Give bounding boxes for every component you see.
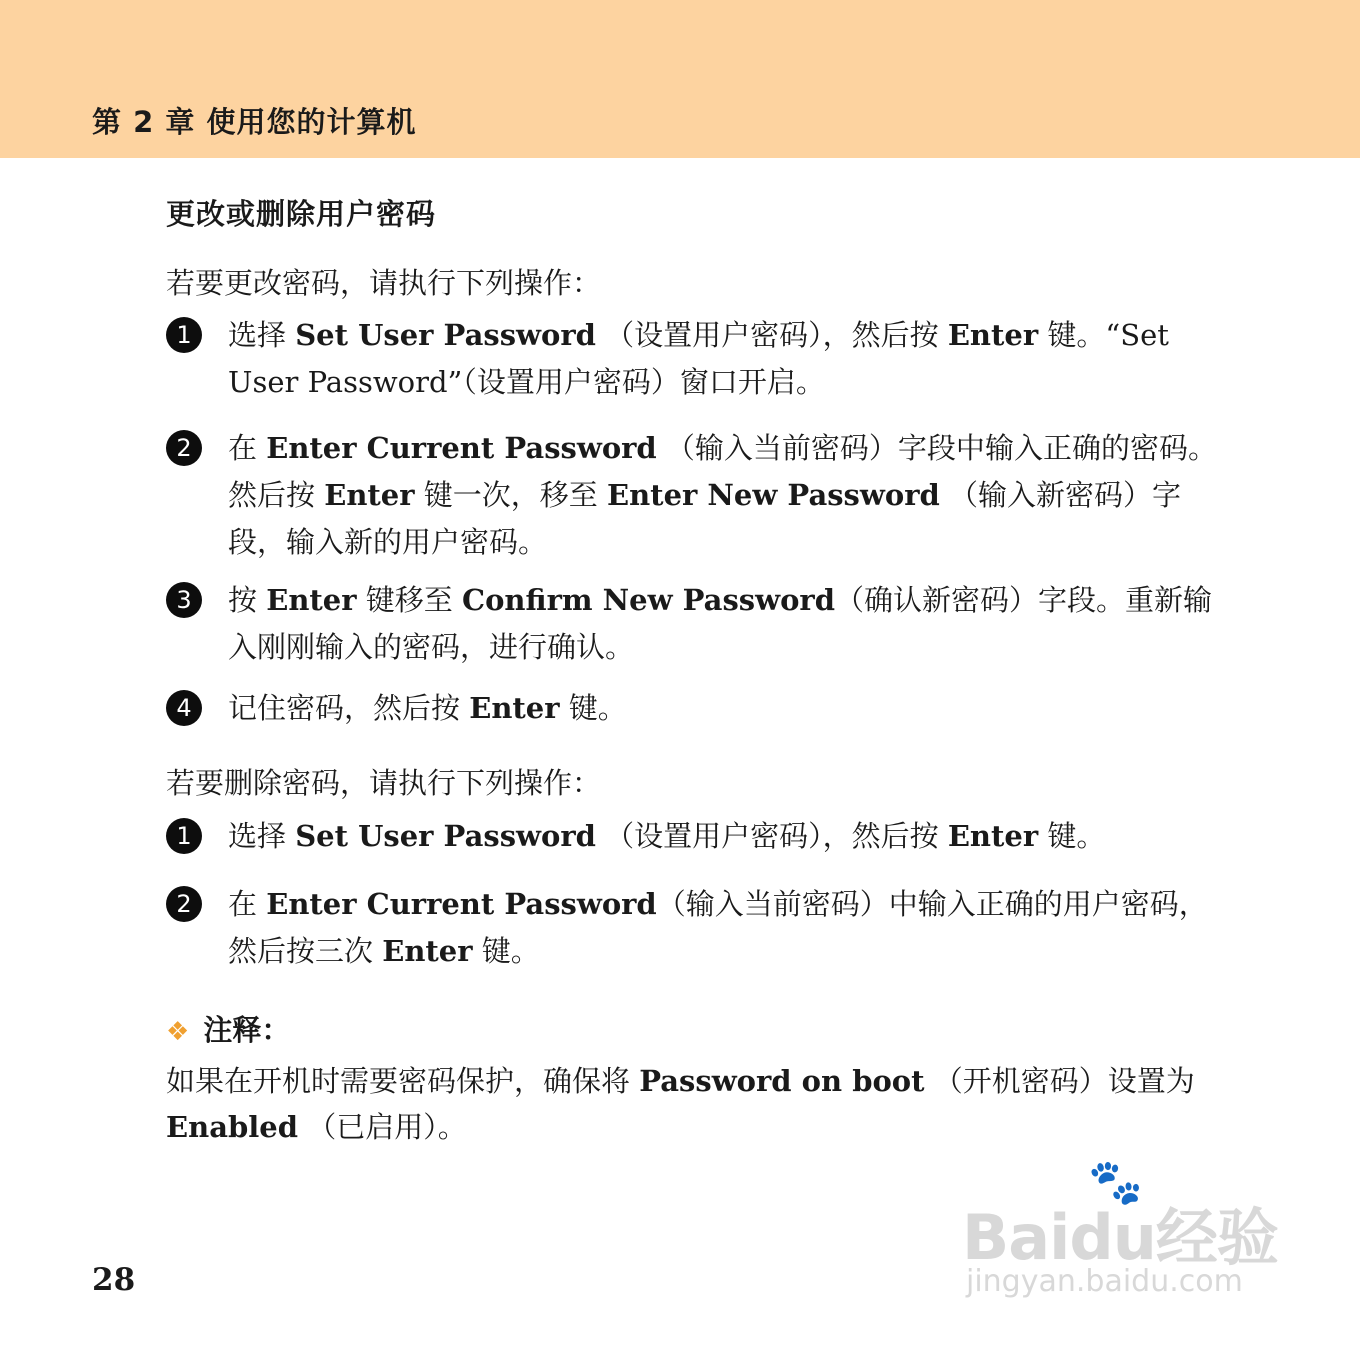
page-number: 28 (92, 1262, 136, 1298)
step-text: 选择 Set User Password （设置用户密码），然后按 Enter 键。 (228, 819, 1106, 853)
step-number-badge: 2 (166, 430, 202, 466)
change-step-4 (166, 685, 1226, 732)
step-number-badge: 2 (166, 886, 202, 922)
delete-intro: 若要删除密码，请执行下列操作： (166, 766, 602, 800)
watermark-url: jingyan.baidu.com (966, 1264, 1243, 1299)
paw-icon: 🐾 (1088, 1157, 1143, 1208)
step-number-badge: 1 (166, 317, 202, 353)
note-heading (166, 1008, 290, 1049)
chapter-title: 第 2 章 使用您的计算机 (92, 105, 417, 139)
diamond-cluster-icon: ❖ (166, 1017, 190, 1047)
watermark-logo: Baidu经验 (962, 1201, 1278, 1274)
step-text: 选择 Set User Password （设置用户密码），然后按 Enter 键。“Set User Password”（设置用户密码）窗口开启。 (228, 318, 1169, 399)
note-body: 如果在开机时需要密码保护，确保将 Password on boot （开机密码）设置为 Enabled （已启用）。 (166, 1064, 1195, 1144)
note-label: 注释： (203, 1013, 291, 1047)
step-text: 按 Enter 键移至 Confirm New Password（确认新密码）字段。重新输入刚刚输入的密码，进行确认。 (228, 583, 1213, 664)
step-text: 在 Enter Current Password （输入当前密码）字段中输入正确的密码。然后按 Enter 键一次，移至 Enter New Password （输入新密码）字段，输入新的用户密码。 (228, 431, 1217, 559)
delete-step-2 (166, 881, 1226, 975)
change-intro: 若要更改密码，请执行下列操作： (166, 266, 602, 300)
step-number-badge: 4 (166, 690, 202, 726)
change-step-3 (166, 577, 1226, 671)
delete-step-1 (166, 813, 1226, 860)
step-number-badge: 1 (166, 818, 202, 854)
section-title: 更改或删除用户密码 (166, 197, 437, 231)
baidu-watermark (960, 1157, 1290, 1310)
step-text: 在 Enter Current Password（输入当前密码）中输入正确的用户密码，然后按三次 Enter 键。 (228, 887, 1208, 968)
change-step-2 (166, 425, 1226, 566)
change-step-1 (166, 312, 1226, 406)
step-text: 记住密码，然后按 Enter 键。 (228, 691, 627, 725)
step-number-badge: 3 (166, 582, 202, 618)
